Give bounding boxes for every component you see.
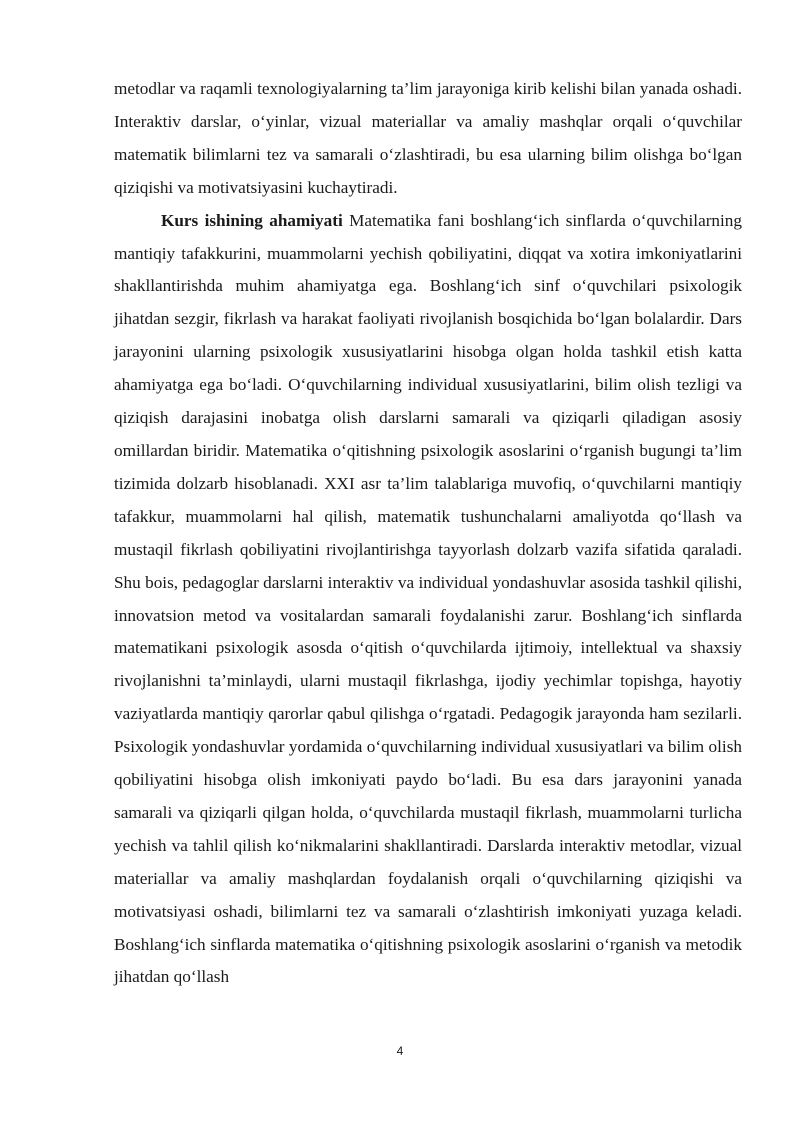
body-text [114, 73, 742, 994]
paragraph-text: metodlar va raqamli texnologiyalarning ta’lim jarayoniga kirib kelishi bilan yanada oshadi. Interaktiv darslar, o‘yinlar, vizual materiallar va amaliy mashqlar orqali o‘quvchilar matematik bilimlarni tez va samarali o‘zlashtiradi, bu esa ularning bilim olishga bo‘lgan qiziqishi va motivatsiyasini kuchaytiradi. [114, 79, 742, 197]
section-heading-inline: Kurs ishining ahamiyati [161, 210, 343, 230]
paragraph-text: Matematika fani boshlang‘ich sinflarda o‘quvchilarning mantiqiy tafakkurini, muammolarni yechish qobiliyatini, diqqat va xotira imkoniyatlarini shakllantirishda muhim ahamiyatga ega. Boshlang‘ich sinf o‘quvchilari psixologik jihatdan sezgir, fikrlash va harakat faoliyati rivojlanish bosqichida bo‘lgan bolalardir. Dars jarayonini ularning psixologik xususiyatlarini hisobga olgan holda tashkil etish katta ahamiyatga ega bo‘ladi. O‘quvchilarning individual xususiyatlarini, bilim olish tezligi va qiziqish darajasini inobatga olish darslarni samarali va qiziqarli qiladigan asosiy omillardan biridir. Matematika o‘qitishning psixologik asoslarini o‘rganish bugungi ta’lim tizimida dolzarb hisoblanadi. XXI asr ta’lim talablariga muvofiq, o‘quvchilarni mantiqiy tafakkur, muammolarni hal qilish, matematik tushunchalarni amaliyotda qo‘llash va mustaqil fikrlash qobiliyatini rivojlantirishga tayyorlash dolzarb vazifa sifatida qaraladi. Shu bois, pedagoglar darslarni interaktiv va individual yondashuvlar asosida tashkil qilishi, innovatsion metod va vositalardan samarali foydalanishi zarur. Boshlang‘ich sinflarda matematikani psixologik asosda o‘qitish o‘quvchilarda ijtimoiy, intellektual va shaxsiy rivojlanishni ta’minlaydi, ularni mustaqil fikrlashga, ijodiy yechimlar topishga, hayotiy vaziyatlarda mantiqiy qarorlar qabul qilishga o‘rgatadi. Pedagogik jarayonda ham sezilarli. Psixologik yondashuvlar yordamida o‘quvchilarning individual xususiyatlari va bilim olish qobiliyatini hisobga olish imkoniyati paydo bo‘ladi. Bu esa dars jarayonini yanada samarali va qiziqarli qilgan holda, o‘quvchilarda mustaqil fikrlash, muammolarni turlicha yechish va tahlil qilish ko‘nikmalarini shakllantiradi. Darslarda interaktiv metodlar, vizual materiallar va amaliy mashqlardan foydalanish orqali o‘quvchilarning qiziqishi va motivatsiyasi oshadi, bilimlarni tez va samarali o‘zlashtirish imkoniyati yuzaga keladi. Boshlang‘ich sinflarda matematika o‘qitishning psixologik asoslarini o‘rganish va metodik jihatdan qo‘llash [114, 210, 742, 987]
paragraph-continuation [114, 73, 742, 205]
page-number: 4 [396, 1044, 404, 1058]
paragraph-significance [114, 205, 742, 995]
